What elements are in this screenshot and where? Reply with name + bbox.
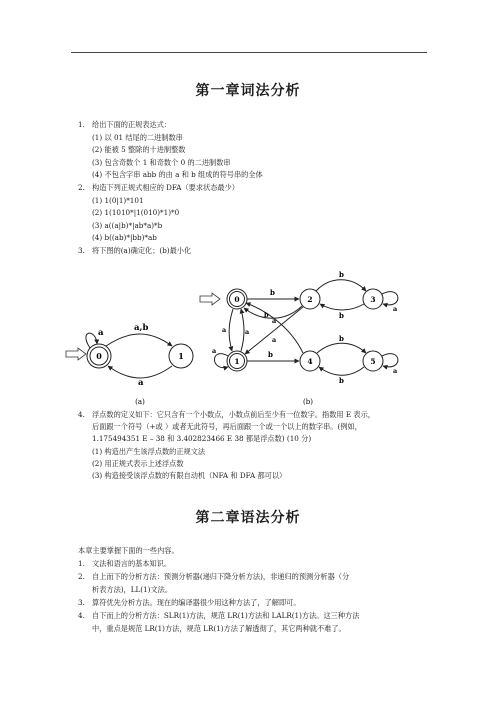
state-b-3 <box>363 289 383 309</box>
state-a-1 <box>169 344 193 368</box>
edge-b-2-3 <box>316 280 366 291</box>
start-arrow-a <box>66 348 86 360</box>
q2-item-4: (4) b((ab)*|bb)*ab <box>92 233 157 242</box>
q2-text: 构造下列正规式相应的 DFA（要求状态最少） <box>92 183 239 192</box>
figure-caption-b: (b) <box>303 398 313 406</box>
start-arrow-b <box>200 293 220 305</box>
q1-text: 给出下面的正规表达式： <box>92 120 172 129</box>
edge-b-4-0-label: b <box>264 311 269 319</box>
ch2-item-4-line-1: 自下而上的分析方法：SLR(1)方法，规范 LR(1)方法和 LALR(1)方法。这三种方法 <box>92 611 360 620</box>
ch2-item-3-line-1: 算符优先分析方法。现在的编译器很少用这种方法了，了解即可。 <box>92 598 301 607</box>
q4-line-2: 后面跟一个符号（+或 ）或者无此符号，再后面跟一个或一个以上的数字串。(例如， <box>92 422 362 431</box>
q4-item-1: (1) 构造出产生该浮点数的正规文法 <box>92 447 206 456</box>
state-a-0-label: 0 <box>96 351 102 361</box>
q3-number: 3. <box>78 246 85 255</box>
edge-b-0-2-label: b <box>270 288 275 297</box>
state-b-3-label: 3 <box>370 295 376 304</box>
state-a-0 <box>87 344 111 368</box>
q4-line-1: 浮点数的定义如下：它只含有一个小数点，小数点前后至少有一位数字。指数用 E 表示， <box>92 410 375 419</box>
figure-b <box>200 270 398 385</box>
q2-item-3: (3) a((a|b)*|ab*a)*b <box>92 221 163 230</box>
ch2-item-4-line-2: 中，重点是规范 LR(1)方法，规范 LR(1)方法了解透彻了，其它两种就不难了。 <box>92 624 346 633</box>
state-b-1 <box>227 351 247 371</box>
edge-a-1-0-label: a <box>138 378 144 388</box>
edge-b-4-5-label: b <box>339 334 344 343</box>
state-b-4 <box>300 351 320 371</box>
edge-b-3-2-label: b <box>339 311 344 320</box>
edge-b-1-0 <box>241 309 244 351</box>
edge-b-2-0-label: a <box>272 317 277 325</box>
figure-a <box>66 323 193 388</box>
q4-item-3: (3) 构造接受该浮点数的有限自动机（NFA 和 DFA 都可以） <box>92 471 287 480</box>
chapter2-intro: 本章主要掌握下面的一些内容。 <box>78 546 179 555</box>
edge-b-loop1-label: a <box>212 347 217 355</box>
edge-b-loop3 <box>382 292 398 305</box>
ch2-item-4-number: 4. <box>78 611 85 620</box>
state-b-5 <box>363 351 383 371</box>
chapter1-title: 第一章词法分析 <box>195 83 301 99</box>
q1-number: 1. <box>78 120 85 129</box>
edge-b-loop1 <box>215 354 229 368</box>
state-b-5-label: 5 <box>370 357 376 366</box>
edge-b-3-2 <box>320 304 364 310</box>
state-b-4-label: 4 <box>307 357 313 366</box>
state-b-2 <box>300 289 320 309</box>
edge-b-1-0-label: a <box>245 328 250 336</box>
edge-a-0-1-label: a,b <box>134 323 149 333</box>
ch2-item-2-line-2: 析表方法)，LL(1)文法。 <box>92 585 173 594</box>
q4-number: 4. <box>78 410 85 419</box>
state-a-1-label: 1 <box>178 351 184 361</box>
edge-b-2-3-label: b <box>339 270 344 279</box>
q2-number: 2. <box>78 183 85 192</box>
q4-line-3: 1.175494351 E – 38 和 3.402823466 E 38 都是浮点数) (10 分) <box>92 434 312 443</box>
edge-b-2-1-label: a <box>272 336 277 344</box>
ch2-item-3-number: 3. <box>78 598 85 607</box>
edge-a-loop0-label: a <box>98 328 104 338</box>
ch2-item-2-number: 2. <box>78 572 85 581</box>
q2-item-2: (2) 1(1010*|1(010)*1)*0 <box>92 208 180 217</box>
edge-b-loop5-label: a <box>393 367 398 375</box>
q4-item-2: (2) 用正规式表示上述浮点数 <box>92 459 184 468</box>
q1-item-1: (1) 以 01 结尾的二进制数串 <box>92 133 183 142</box>
edge-b-5-4 <box>319 367 364 375</box>
edge-b-loop3-label: a <box>393 305 398 313</box>
state-b-0 <box>227 289 247 309</box>
q2-item-1: (1) 1(0|1)*101 <box>92 196 144 205</box>
edge-b-4-5 <box>317 343 366 353</box>
q1-item-2: (2) 能被 5 整除的十进制整数 <box>92 145 186 154</box>
edge-b-0-1 <box>229 309 233 351</box>
state-b-0-label: 0 <box>234 295 240 304</box>
edge-b-4-0 <box>246 303 303 353</box>
figure-caption-a: (a) <box>135 398 145 406</box>
edge-b-0-1-label: a <box>222 326 227 334</box>
edge-a-0-1 <box>106 334 172 346</box>
q1-item-4: (4) 不包含字串 abb 的由 a 和 b 组成的符号串的全体 <box>92 170 263 179</box>
ch2-item-2-line-1: 自上而下的分析方法：预测分析器(递归下降分析方法)，非递归的预测分析器（分 <box>92 572 350 581</box>
q3-text: 将下图的(a)确定化；(b)最小化 <box>92 246 192 255</box>
ch2-item-1-line-1: 文法和语言的基本知识。 <box>92 559 172 568</box>
state-b-1-label: 1 <box>234 357 240 366</box>
state-b-2-label: 2 <box>307 295 313 304</box>
edge-b-loop5 <box>382 354 398 367</box>
q1-item-3: (3) 包含奇数个 1 和奇数个 0 的二进制数串 <box>92 158 231 167</box>
edge-a-1-0 <box>108 366 172 378</box>
edge-b-1-4-label: b <box>268 350 273 359</box>
edge-b-5-4-label: b <box>339 376 344 385</box>
chapter2-title: 第二章语法分析 <box>195 510 301 526</box>
ch2-item-1-number: 1. <box>78 559 85 568</box>
